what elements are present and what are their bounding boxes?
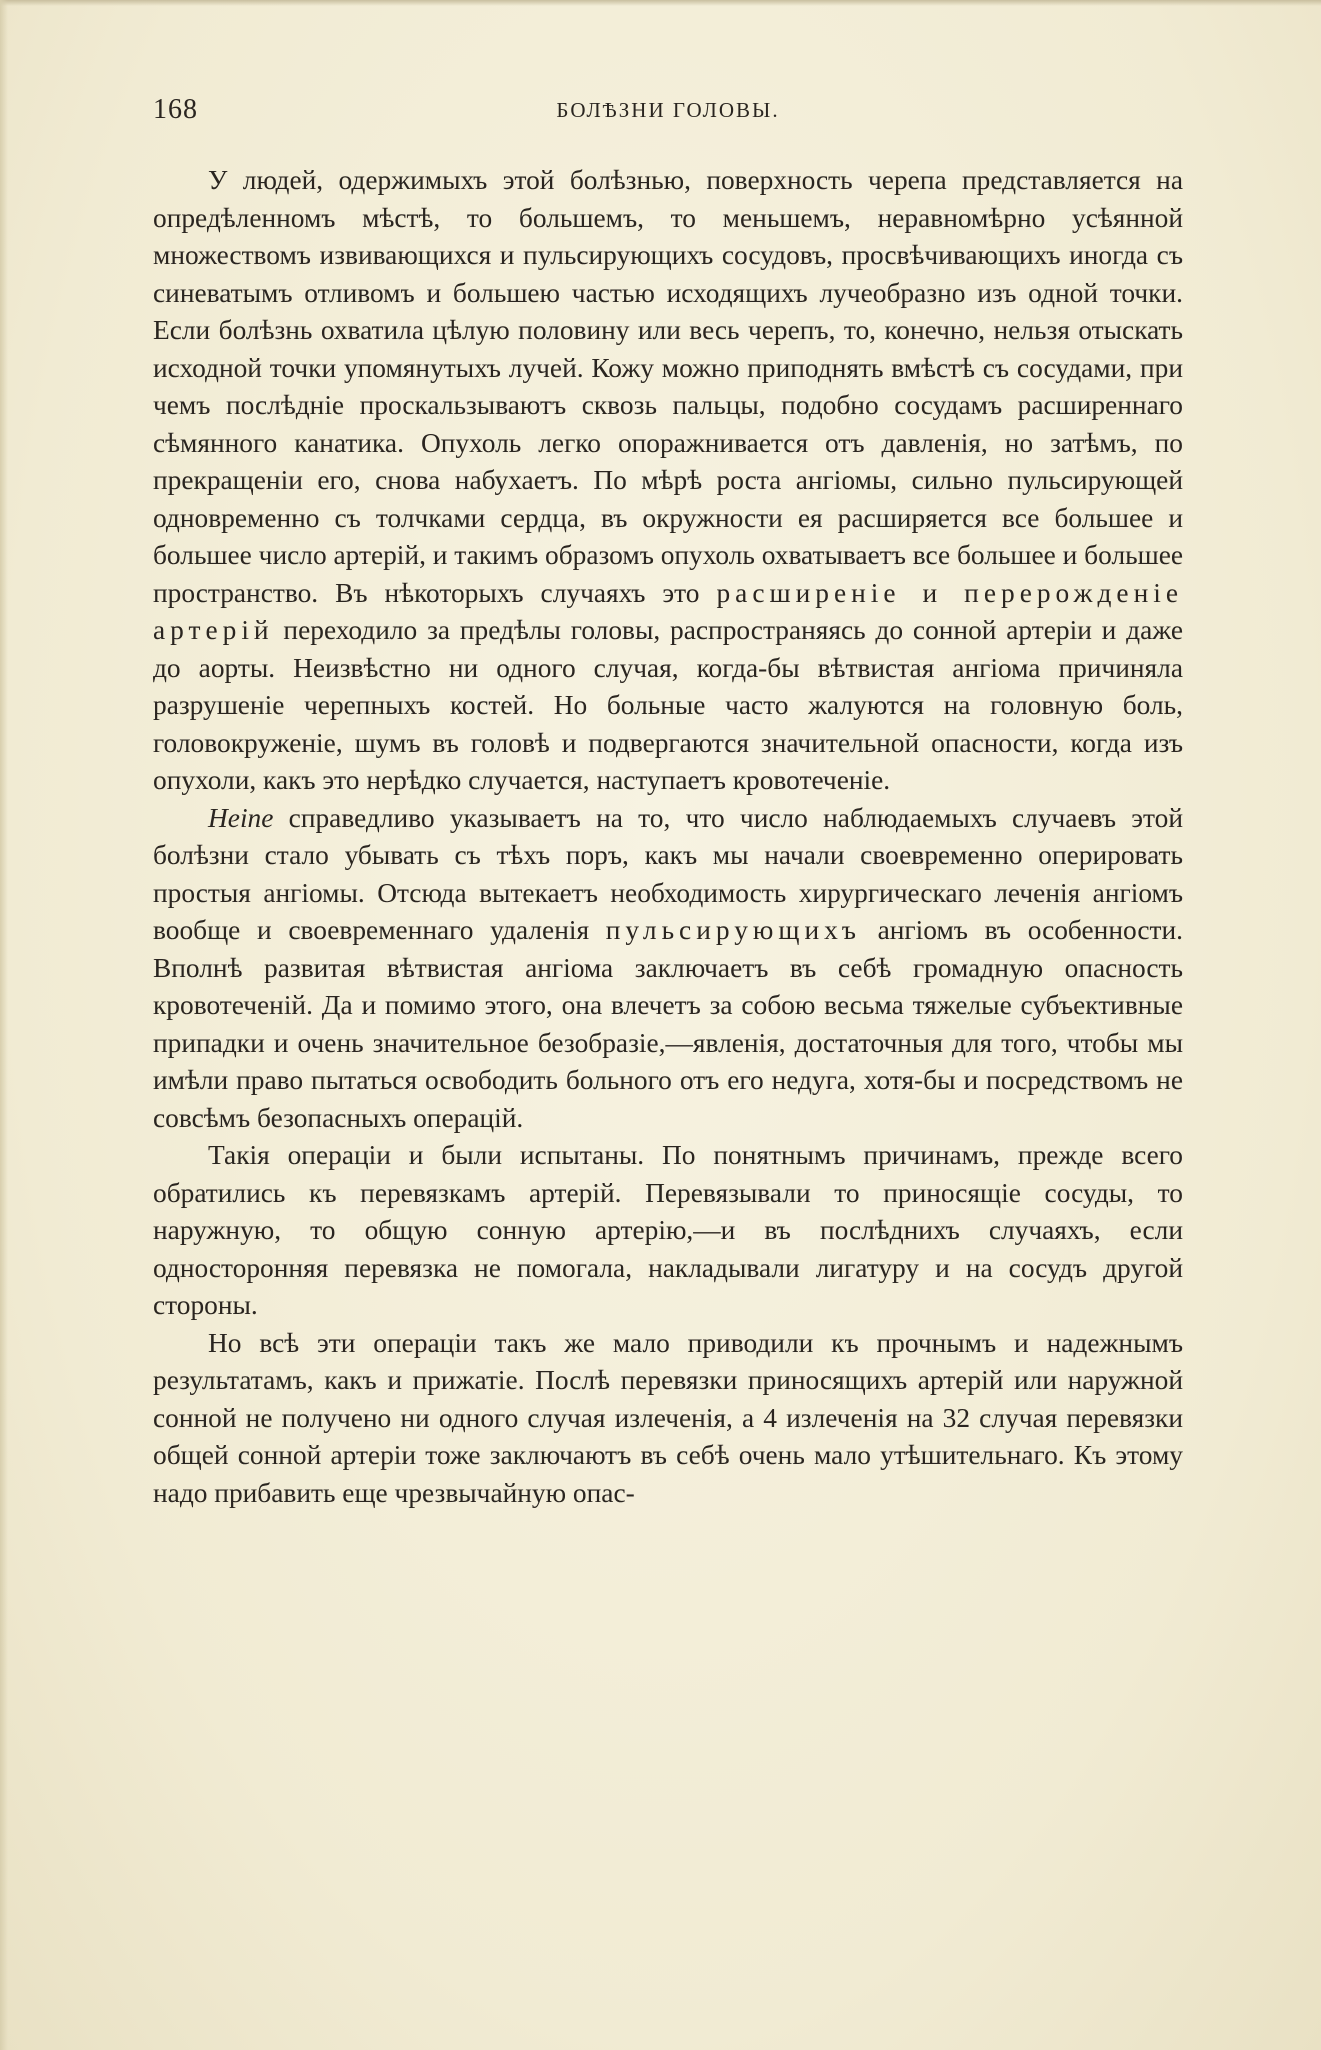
paragraph-text: ангіомъ въ особенности. Вполнѣ развитая вѣтвистая ангіома заключаетъ въ себѣ громадную опасность кровотеченій. Да и помимо этого, она влечетъ за собою весьма тяжелые субъективные припадки и очень значительное безобразіе,—явленія, достаточныя для того, чтобы мы имѣли право пытаться освободить больного отъ его недуга, хотя-бы и посредствомъ не совсѣмъ безопасныхъ операцій. — [153, 915, 1183, 1133]
spaced-emphasis: пульсирующихъ — [605, 915, 861, 945]
paragraph-text: переходило за предѣлы головы, распространяясь до сонной артеріи и даже до аорты. Неизвѣстно ни одного случая, когда-бы вѣтвистая ангіома причиняла разрушеніе черепныхъ костей. Но больные часто жалуются на головную боль, головокруженіе, шумъ въ головѣ и подвергаются значительной опасности, когда изъ опухоли, какъ это нерѣдко случается, наступаетъ кровотеченіе. — [153, 615, 1183, 795]
paragraph-text: У людей, одержимыхъ этой болѣзнью, поверхность черепа представляется на опредѣленномъ мѣстѣ, то большемъ, то меньшемъ, неравномѣрно усѣянной множествомъ извивающихся и пульсирующихъ сосудовъ, просвѣчивающихъ иногда съ синеватымъ отливомъ и большею частью исходящихъ лучеобразно изъ одной точки. Если болѣзнь охватила цѣлую половину или весь черепъ, то, конечно, нельзя отыскать исходной точки упомянутыхъ лучей. Кожу можно приподнять вмѣстѣ съ сосудами, при чемъ послѣдніе проскальзываютъ сквозь пальцы, подобно сосудамъ расширеннаго сѣмянного канатика. Опухоль легко опоражнивается отъ давленія, но затѣмъ, по прекращеніи его, снова набухаетъ. По мѣрѣ роста ангіомы, сильно пульсирующей одновременно съ толчками сердца, въ окружности ея расширяется все большее и большее число артерій, и такимъ образомъ опухоль охватываетъ все большее и большее пространство. Въ нѣкоторыхъ случаяхъ это — [153, 165, 1184, 608]
paragraph-text: справедливо указываетъ на то, что число наблюдаемыхъ случаевъ этой болѣзни стало убывать съ тѣхъ поръ, какъ мы начали своевременно оперировать простыя ангіомы. Отсюда вытекаетъ необходимость хирургическаго леченія ангіомъ вообще и своевременнаго удаленія — [153, 802, 1183, 945]
paragraph-2 — [153, 800, 1183, 1138]
running-title: БОЛѢЗНИ ГОЛОВЫ. — [556, 98, 780, 122]
paragraph-3: Такія операціи и были испытаны. По понятнымъ причинамъ, прежде всего обратились къ перевязкамъ артерій. Перевязывали то приносящіе сосуды, то наружную, то общую сонную артерію,—и въ послѣднихъ случаяхъ, если односторонняя перевязка не помогала, накладывали лигатуру и на сосудъ другой стороны. — [153, 1140, 1183, 1320]
page-top-edge — [0, 0, 1321, 6]
page-left-edge — [0, 0, 8, 2050]
paragraph-4: Но всѣ эти операціи такъ же мало приводили къ прочнымъ и надежнымъ результатамъ, какъ и прижатіе. Послѣ перевязки приносящихъ артерій или наружной сонной не получено ни одного случая излеченія, а 4 излеченія на 32 случая перевязки общей сонной артеріи тоже заключаютъ въ себѣ очень мало утѣшительнаго. Къ этому надо прибавить еще чрезвычайную опас- — [153, 1327, 1183, 1508]
author-name: Heine — [208, 802, 274, 833]
paragraph-1 — [153, 162, 1183, 800]
body-text — [153, 162, 1183, 1512]
page-header — [153, 94, 1183, 130]
spaced-emphasis: расширеніе и перерожденіе артерій — [153, 577, 1183, 645]
page-number: 168 — [153, 94, 198, 125]
